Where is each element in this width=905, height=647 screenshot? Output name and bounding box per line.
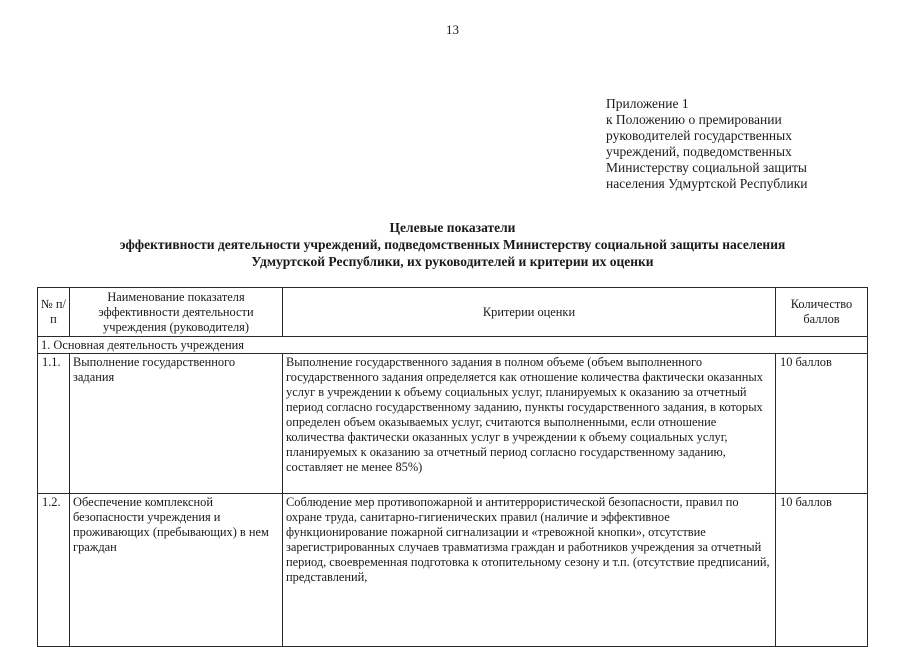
title-line: Удмуртской Республики, их руководителей и критерии их оценки xyxy=(251,254,654,269)
row-num: 1.2. xyxy=(38,494,70,647)
row-name: Обеспечение комплексной безопасности учреждения и проживающих (пребывающих) в нем граждан xyxy=(70,494,283,647)
table-header-row xyxy=(38,288,868,337)
appendix-line: Министерству социальной защиты xyxy=(606,160,807,175)
table-row xyxy=(38,354,868,494)
appendix-line: к Положению о премировании xyxy=(606,112,782,127)
appendix-note xyxy=(606,96,808,192)
document-title xyxy=(0,219,905,270)
header-criteria: Критерии оценки xyxy=(283,288,776,337)
row-criteria: Соблюдение мер противопожарной и антитеррористической безопасности, правил по охране труда, санитарно-гигиенических правил (наличие и эффективное функционирование пожарной сигнализации и «тревожной кнопки», отсутствие зарегистрированных случаев травматизма граждан и работников учреждения за отчетный период, своевременная подготовка к отопительному сезону и т.п. (отсутствие предписаний, представлений, xyxy=(283,494,776,647)
row-points: 10 баллов xyxy=(776,354,868,494)
header-name: Наименование показателя эффективности деятельности учреждения (руководителя) xyxy=(70,288,283,337)
header-points: Количество баллов xyxy=(776,288,868,337)
appendix-line: учреждений, подведомственных xyxy=(606,144,792,159)
row-criteria: Выполнение государственного задания в полном объеме (объем выполненного государственного задания определяется как отношение количества фактически оказанных услуг в учреждении к объему социальных услуг, планируемых к оказанию за отчетный период согласно государственному заданию, пункты государственного задания, в которых определен объем оказываемых услуг, считаются выполненными, если отношение количества фактически оказанных услуг в учреждении к объему социальных услуг, планируемых к оказанию за отчетный период согласно государственному заданию, составляет не менее 85%) xyxy=(283,354,776,494)
title-line: Целевые показатели xyxy=(389,220,516,235)
appendix-line: Приложение 1 xyxy=(606,96,689,111)
row-name: Выполнение государственного задания xyxy=(70,354,283,494)
row-points: 10 баллов xyxy=(776,494,868,647)
appendix-line: руководителей государственных xyxy=(606,128,792,143)
row-num: 1.1. xyxy=(38,354,70,494)
header-num: № п/п xyxy=(38,288,70,337)
page-number: 13 xyxy=(446,22,459,37)
appendix-line: населения Удмуртской Республики xyxy=(606,176,808,191)
section-row xyxy=(38,337,868,354)
criteria-table xyxy=(37,287,868,647)
section-title: 1. Основная деятельность учреждения xyxy=(38,337,868,354)
table-row xyxy=(38,494,868,647)
title-line: эффективности деятельности учреждений, подведомственных Министерству социальной защиты населения xyxy=(119,237,786,252)
